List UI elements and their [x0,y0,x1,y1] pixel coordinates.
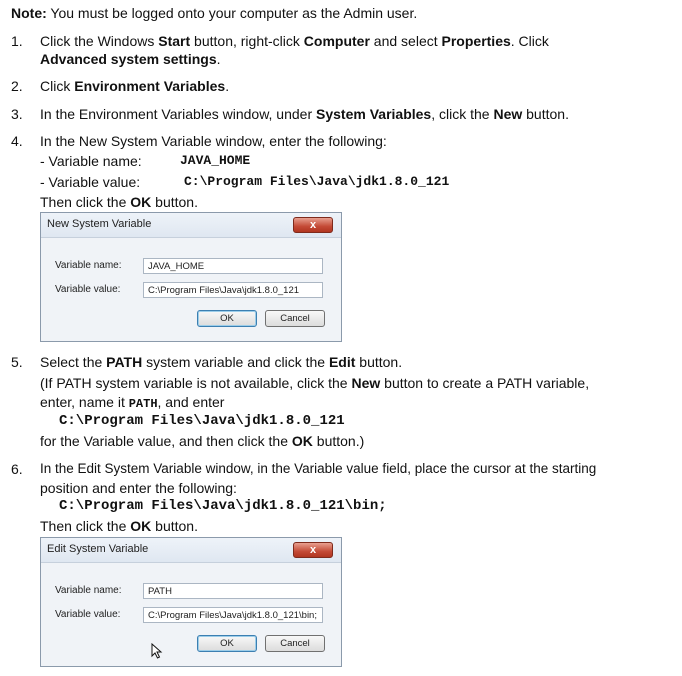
path-code: PATH [128,397,158,411]
step-6-line-1: In the Edit System Variable window, in the Variable value field, place the cursor at the starting [40,461,597,476]
step-4-name-label: - Variable name: [40,153,142,169]
variable-name-label: Variable name: [55,585,122,596]
path-ref: PATH [106,354,143,370]
variable-value-label: Variable value: [55,284,121,295]
note-label: Note: [11,5,47,21]
step-5-number: 5. [11,354,23,370]
admin-note [11,4,417,22]
variable-value-field[interactable]: C:\Program Files\Java\jdk1.8.0_121 [143,282,323,298]
ok-button[interactable]: OK [197,635,257,652]
step-6-line-2: position and enter the following: [40,480,237,496]
step-4-value-value: C:\Program Files\Java\jdk1.8.0_121 [184,174,450,189]
step-1-number: 1. [11,33,23,49]
step-4-number: 4. [11,133,23,149]
step-text: button to create a PATH variable, [380,375,590,391]
properties-ref: Properties [441,33,511,49]
step-text: button. [151,194,198,210]
step-text: In the Environment Variables window, under [40,106,317,122]
step-5-line-3 [40,393,224,413]
step-text: Select the [40,354,107,370]
advanced-settings-ref: Advanced system settings [40,51,217,67]
step-6-number: 6. [11,461,23,477]
step-text: Then click the [40,194,131,210]
system-variables-ref: System Variables [316,106,432,122]
dialog-title: Edit System Variable [47,543,149,555]
step-text: . Click [510,33,549,49]
cancel-button[interactable]: Cancel [265,310,325,327]
step-1-line-1 [40,32,549,50]
new-button-ref: New [351,375,381,391]
step-text: . [216,51,221,67]
step-3-line [40,105,569,123]
variable-name-label: Variable name: [55,260,122,271]
ok-ref: OK [130,518,152,534]
step-3-number: 3. [11,106,23,122]
step-text: enter, name it [40,394,129,410]
variable-name-field[interactable]: JAVA_HOME [143,258,323,274]
step-1-line-2 [40,50,221,68]
ok-ref: OK [291,433,313,449]
step-text: Click [40,78,75,94]
ok-button[interactable]: OK [197,310,257,327]
step-6-then [40,517,198,535]
step-4-value-label: - Variable value: [40,174,141,190]
variable-value-field[interactable]: C:\Program Files\Java\jdk1.8.0_121\bin; [143,607,323,623]
mouse-pointer-icon [151,643,163,659]
step-5-line-2 [40,374,589,392]
step-4-line-1: In the New System Variable window, enter the following: [40,133,387,149]
step-text: button. [522,106,569,122]
step-text: Click the Windows [40,33,159,49]
variable-value-label: Variable value: [55,609,121,620]
close-icon[interactable]: x [293,542,333,558]
close-icon[interactable]: x [293,217,333,233]
dialog-titlebar [41,538,341,563]
step-text: and select [369,33,442,49]
step-5-line-1 [40,353,402,371]
edit-ref: Edit [328,354,356,370]
step-4-name-value: JAVA_HOME [180,153,251,168]
start-button-ref: Start [158,33,191,49]
step-4-then [40,193,198,211]
step-text: system variable and click the [142,354,329,370]
step-text: button, right-click [190,33,304,49]
step-text: , click the [431,106,494,122]
step-6-code: C:\Program Files\Java\jdk1.8.0_121\bin; [59,498,387,514]
note-text: You must be logged onto your computer as the Admin user. [46,5,418,21]
step-5-code: C:\Program Files\Java\jdk1.8.0_121 [59,413,345,429]
computer-ref: Computer [303,33,370,49]
new-system-variable-dialog [40,212,342,342]
cancel-button[interactable]: Cancel [265,635,325,652]
step-2-line [40,77,229,95]
step-text: (If PATH system variable is not available, click the [40,375,352,391]
step-text: , and enter [157,394,225,410]
variable-name-field[interactable]: PATH [143,583,323,599]
environment-variables-ref: Environment Variables [74,78,226,94]
dialog-title: New System Variable [47,218,152,230]
new-button-ref: New [493,106,523,122]
dialog-titlebar [41,213,341,238]
step-text: for the Variable value, and then click the [40,433,292,449]
step-5-line-5 [40,432,364,450]
ok-ref: OK [130,194,152,210]
step-2-number: 2. [11,78,23,94]
edit-system-variable-dialog [40,537,342,667]
step-text: button. [151,518,198,534]
step-text: button.) [312,433,365,449]
step-text: button. [355,354,403,370]
step-text: Then click the [40,518,131,534]
step-text: . [225,78,230,94]
